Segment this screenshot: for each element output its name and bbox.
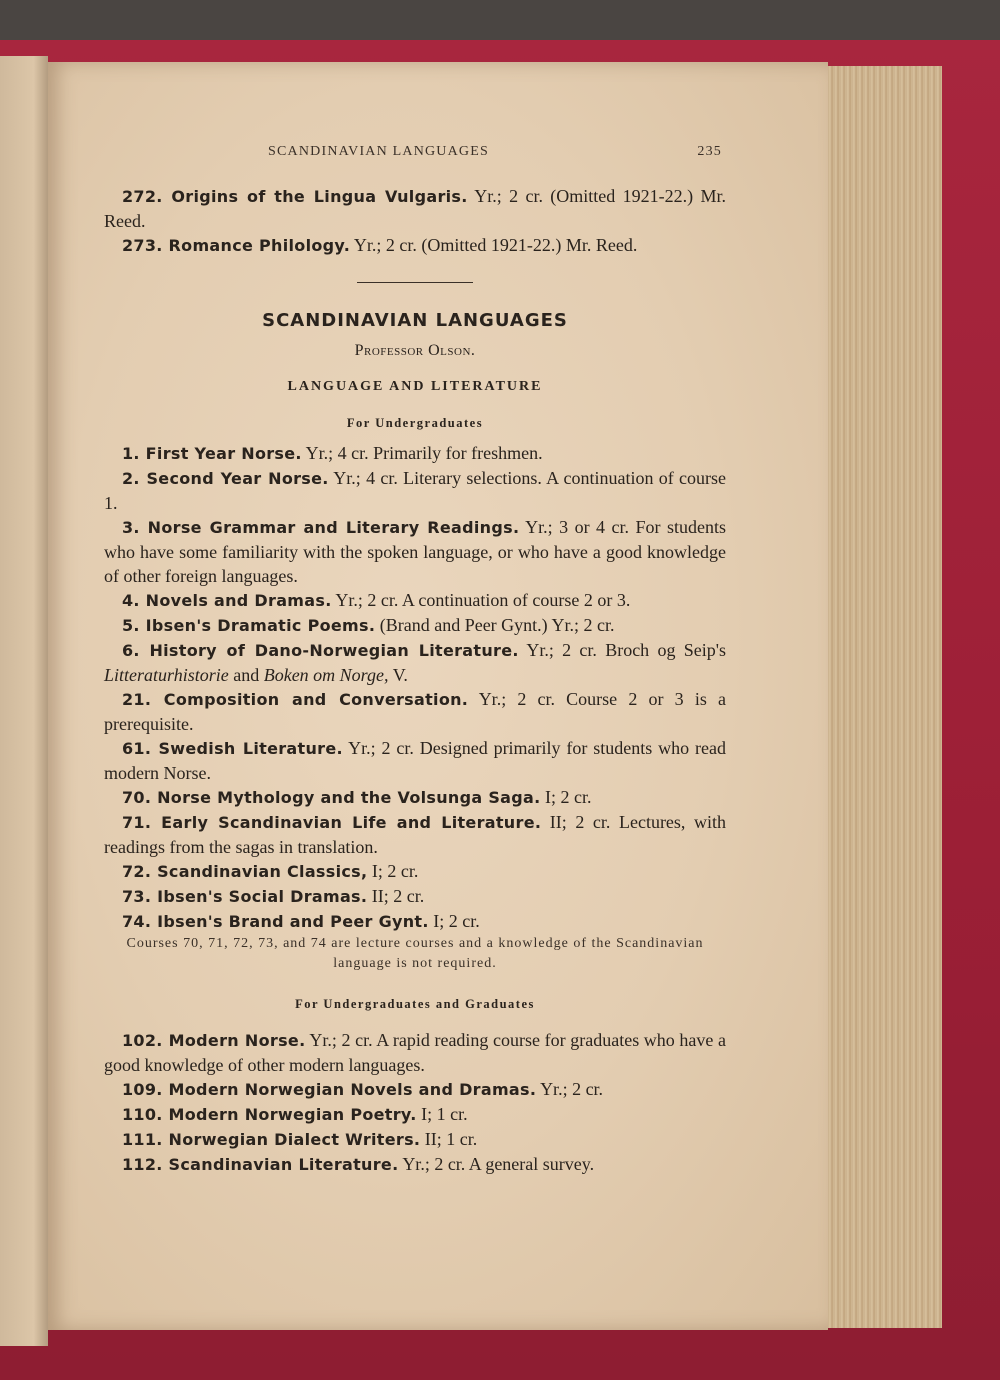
course-title: 111. Norwegian Dialect Writers. bbox=[122, 1130, 421, 1149]
course-title: 72. Scandinavian Classics, bbox=[122, 862, 368, 881]
course-entry bbox=[104, 1102, 726, 1127]
course-details: I; 1 cr. bbox=[421, 1104, 468, 1124]
left-page-edge bbox=[0, 56, 48, 1346]
book-title: Litteraturhistorie bbox=[104, 665, 229, 685]
course-entry bbox=[104, 884, 726, 909]
page-fore-edge bbox=[820, 66, 942, 1328]
professor-name: Professor Olson. bbox=[354, 342, 476, 359]
running-head bbox=[104, 144, 726, 164]
course-entry bbox=[104, 184, 726, 233]
page-body bbox=[104, 184, 726, 1177]
course-title: 1. First Year Norse. bbox=[122, 444, 302, 463]
course-entry bbox=[104, 515, 726, 588]
course-details: Yr.; 4 cr. Literary selections. A continuation of course 1. bbox=[104, 468, 726, 513]
course-entry bbox=[104, 441, 726, 466]
course-details: Yr.; 2 cr. Designed primarily for students who read modern Norse. bbox=[104, 738, 726, 783]
course-details: V. bbox=[392, 665, 408, 685]
course-details: I; 2 cr. bbox=[544, 787, 592, 807]
background-surface bbox=[0, 0, 1000, 40]
group-heading-undergraduates: For Undergraduates bbox=[346, 416, 484, 430]
course-details: and bbox=[233, 665, 260, 685]
course-details: Yr.; 2 cr. Broch og Seip's bbox=[526, 640, 726, 660]
course-title: 21. Composition and Conversation. bbox=[122, 690, 469, 709]
course-details: Yr.; 3 or 4 cr. For students who have some familiarity with the spoken language, or who have a good knowledge of other foreign languages. bbox=[104, 517, 726, 586]
section-heading: SCANDINAVIAN LANGUAGES bbox=[262, 310, 568, 331]
course-details: Yr.; 2 cr. (Omitted 1921-22.) Mr. Reed. bbox=[353, 235, 638, 255]
course-entry bbox=[104, 1077, 726, 1102]
course-details: Yr.; 2 cr. bbox=[540, 1079, 604, 1099]
course-title: 70. Norse Mythology and the Volsunga Saga. bbox=[122, 788, 541, 807]
course-title: 4. Novels and Dramas. bbox=[122, 591, 332, 610]
running-head-title: SCANDINAVIAN LANGUAGES bbox=[268, 144, 489, 159]
course-entry bbox=[104, 466, 726, 515]
course-details: II; 1 cr. bbox=[424, 1129, 478, 1149]
course-entry bbox=[104, 859, 726, 884]
course-title: 109. Modern Norwegian Novels and Dramas. bbox=[122, 1080, 537, 1099]
course-title: 102. Modern Norse. bbox=[122, 1031, 306, 1050]
course-details: I; 2 cr. bbox=[371, 861, 419, 881]
course-title: 112. Scandinavian Literature. bbox=[122, 1155, 399, 1174]
course-details: Yr.; 2 cr. Course 2 or 3 is a prerequisite. bbox=[104, 689, 726, 734]
course-entry bbox=[104, 588, 726, 613]
section-divider bbox=[357, 282, 473, 283]
course-title: 71. Early Scandinavian Life and Literature. bbox=[122, 813, 542, 832]
book-title: Boken om Norge, bbox=[263, 665, 389, 685]
course-entry bbox=[104, 233, 726, 258]
page-number: 235 bbox=[697, 144, 722, 159]
course-entry bbox=[104, 613, 726, 638]
course-details: Yr.; 2 cr. (Omitted 1921-22.) Mr. Reed. bbox=[104, 186, 726, 231]
course-entry bbox=[104, 687, 726, 736]
course-entry bbox=[104, 785, 726, 810]
course-details: II; 2 cr. Lectures, with readings from the sagas in translation. bbox=[104, 812, 726, 857]
course-title: 73. Ibsen's Social Dramas. bbox=[122, 887, 368, 906]
course-entry bbox=[104, 1127, 726, 1152]
course-details: Yr.; 2 cr. A continuation of course 2 or 3. bbox=[335, 590, 631, 610]
lecture-course-note: Courses 70, 71, 72, 73, and 74 are lecture courses and a knowledge of the Scandinavian language is not required. bbox=[126, 936, 704, 971]
course-title: 272. Origins of the Lingua Vulgaris. bbox=[122, 187, 468, 206]
section-subheading: LANGUAGE AND LITERATURE bbox=[287, 379, 543, 394]
course-title: 6. History of Dano-Norwegian Literature. bbox=[122, 641, 519, 660]
course-title: 110. Modern Norwegian Poetry. bbox=[122, 1105, 417, 1124]
course-details: Yr.; 2 cr. A general survey. bbox=[402, 1154, 595, 1174]
course-entry bbox=[104, 810, 726, 859]
course-title: 2. Second Year Norse. bbox=[122, 469, 329, 488]
course-entry bbox=[104, 736, 726, 785]
course-title: 74. Ibsen's Brand and Peer Gynt. bbox=[122, 912, 429, 931]
course-details: I; 2 cr. bbox=[433, 911, 480, 931]
course-entry bbox=[104, 638, 726, 687]
course-details: II; 2 cr. bbox=[371, 886, 425, 906]
group-heading-undergraduates-graduates: For Undergraduates and Graduates bbox=[295, 997, 535, 1011]
graduate-course-list bbox=[104, 1028, 726, 1177]
course-title: 273. Romance Philology. bbox=[122, 236, 351, 255]
course-title: 61. Swedish Literature. bbox=[122, 739, 343, 758]
course-details: Yr.; 4 cr. Primarily for freshmen. bbox=[305, 443, 543, 463]
course-entry bbox=[104, 1152, 726, 1177]
course-entry bbox=[104, 1028, 726, 1077]
course-details: Yr.; 2 cr. A rapid reading course for graduates who have a good knowledge of other modern languages. bbox=[104, 1030, 726, 1075]
course-details: (Brand and Peer Gynt.) Yr.; 2 cr. bbox=[379, 615, 615, 635]
course-title: 5. Ibsen's Dramatic Poems. bbox=[122, 616, 376, 635]
undergraduate-course-list bbox=[104, 441, 726, 934]
course-entry bbox=[104, 909, 726, 934]
course-title: 3. Norse Grammar and Literary Readings. bbox=[122, 518, 520, 537]
